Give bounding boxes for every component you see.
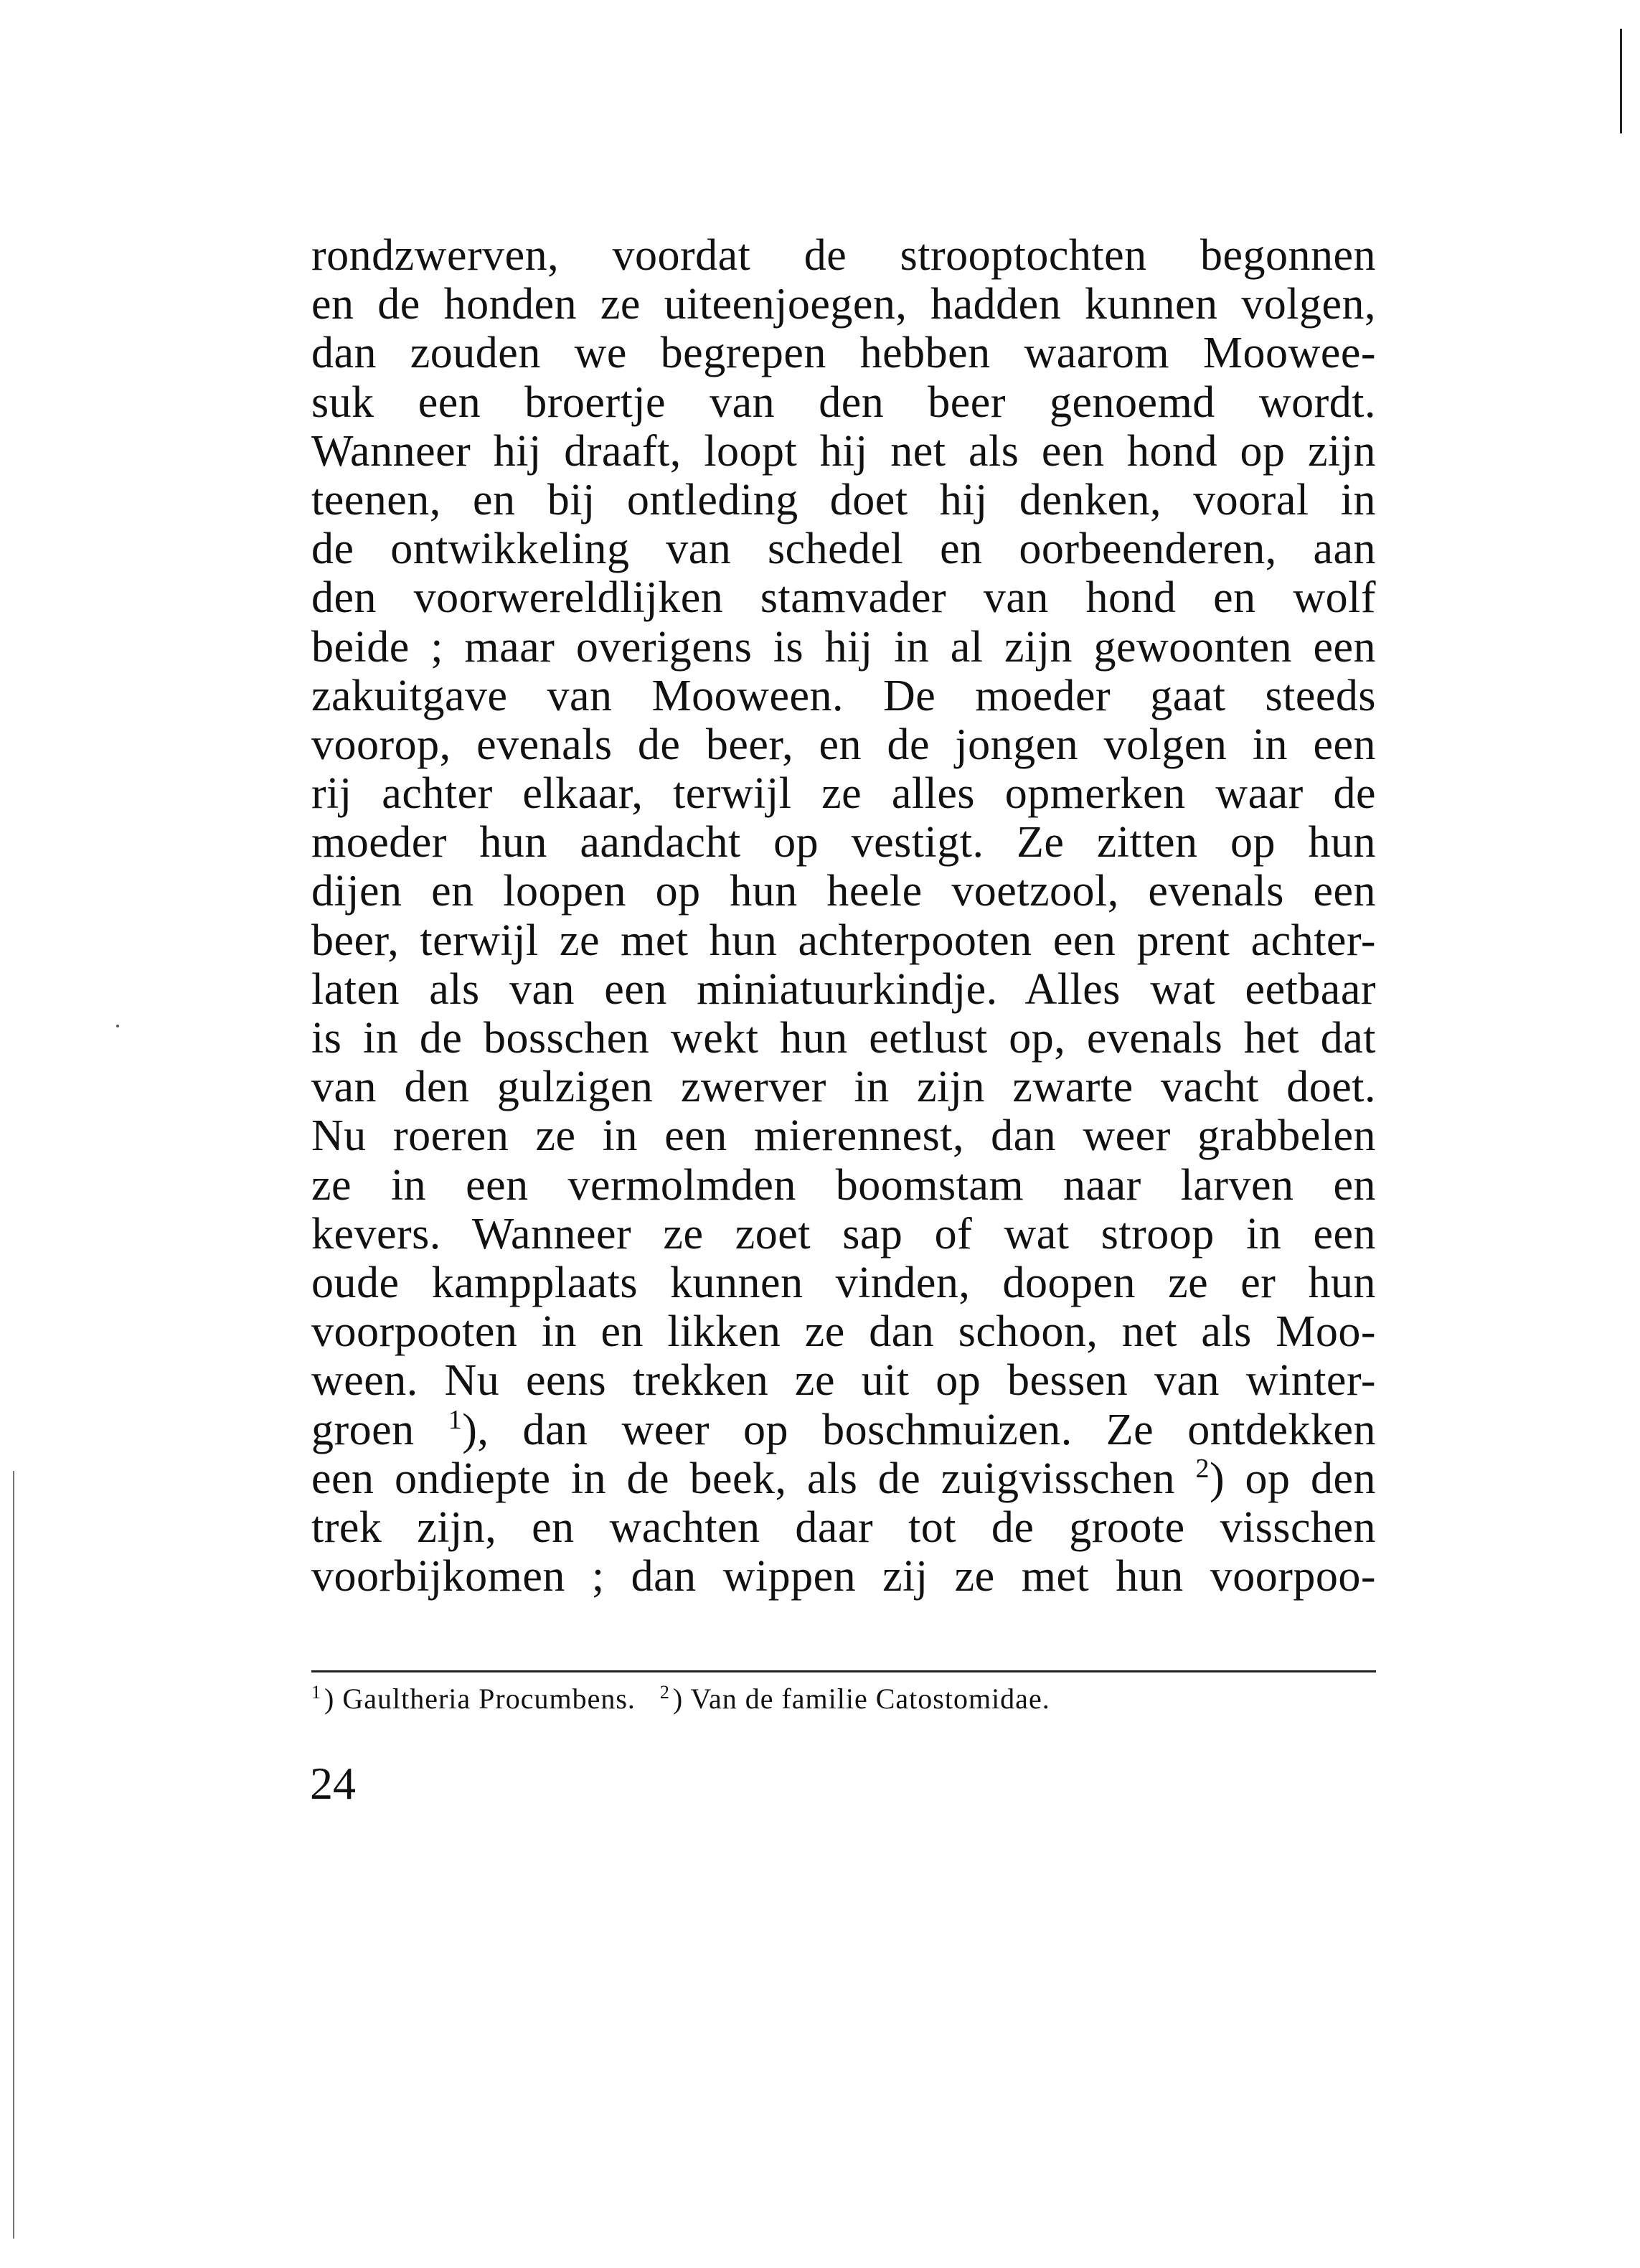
text-line: zakuitgave van Mooween. De moeder gaat steeds [311, 671, 1376, 720]
page-number: 24 [310, 1758, 356, 1809]
text-line: rondzwerven, voordat de strooptochten begonnen [311, 231, 1376, 280]
text-line: beer, terwijl ze met hun achterpooten een prent achter- [311, 916, 1376, 965]
footnote-text: ) Van de familie Catostomidae. [672, 1683, 1050, 1715]
text-line: dijen en loopen op hun heele voetzool, evenals een [311, 867, 1376, 916]
text-line: voorop, evenals de beer, en de jongen volgen in een [311, 720, 1376, 769]
text-line: den voorwereldlijken stamvader van hond en wolf [311, 573, 1376, 623]
text-line: rij achter elkaar, terwijl ze alles opmerken waar de [311, 769, 1376, 819]
footnote-2 [660, 1683, 1050, 1715]
footnote-marker: 1 [448, 1404, 463, 1435]
footnote-marker: 2 [659, 1682, 670, 1703]
footnote-marker: 2 [1195, 1453, 1210, 1484]
text-line: de ontwikkeling van schedel en oorbeenderen, aan [311, 524, 1376, 574]
text-line: trek zijn, en wachten daar tot de groote visschen [311, 1502, 1376, 1552]
text-fragment: groen [311, 1405, 448, 1454]
text-line: is in de bosschen wekt hun eetlust op, evenals het dat [311, 1014, 1376, 1063]
text-line: beide ; maar overigens is hij in al zijn gewoonten een [311, 622, 1376, 672]
text-line: voorbijkomen ; dan wippen zij ze met hun voorpoo- [311, 1552, 1376, 1601]
footnotes [311, 1678, 1376, 1724]
footnote-marker: 1 [311, 1682, 321, 1703]
text-fragment: ), dan weer op boschmuizen. Ze ontdekken [462, 1405, 1376, 1454]
footnote-text: ) Gaultheria Procumbens. [324, 1683, 636, 1715]
text-line: ze in een vermolmden boomstam naar larven en [311, 1160, 1376, 1210]
text-line: en de honden ze uiteenjoegen, hadden kunnen volgen, [311, 280, 1376, 329]
text-line: laten als van een miniatuurkindje. Alles wat eetbaar [311, 964, 1376, 1014]
scan-edge-mark [13, 1471, 14, 2239]
text-line-with-footnote-1 [311, 1406, 1376, 1454]
text-line: ween. Nu eens trekken ze uit op bessen van winter- [311, 1356, 1376, 1406]
text-line: Nu roeren ze in een mierennest, dan weer grabbelen [311, 1111, 1376, 1161]
scan-speck [116, 1025, 119, 1027]
text-line: moeder hun aandacht op vestigt. Ze zitten op hun [311, 818, 1376, 867]
text-line: voorpooten in en likken ze dan schoon, net als Moo- [311, 1307, 1376, 1357]
footnote-divider [311, 1670, 1376, 1672]
text-line: dan zouden we begrepen hebben waarom Moowee- [311, 329, 1376, 378]
footnote-1 [311, 1683, 636, 1715]
text-fragment: ) op den [1209, 1454, 1376, 1503]
text-line: kevers. Wanneer ze zoet sap of wat stroop in een [311, 1209, 1376, 1258]
text-fragment: een ondiepte in de beek, als de zuigvisschen [311, 1454, 1196, 1503]
text-line: van den gulzigen zwerver in zijn zwarte vacht doet. [311, 1063, 1376, 1112]
text-line-with-footnote-2 [311, 1454, 1376, 1503]
body-text [311, 231, 1376, 1601]
scan-edge-mark [1620, 29, 1622, 133]
text-line: Wanneer hij draaft, loopt hij net als een hond op zijn [311, 426, 1376, 476]
text-line: oude kampplaats kunnen vinden, doopen ze er hun [311, 1258, 1376, 1307]
text-line: teenen, en bij ontleding doet hij denken, vooral in [311, 475, 1376, 524]
text-line: suk een broertje van den beer genoemd wordt. [311, 377, 1376, 427]
